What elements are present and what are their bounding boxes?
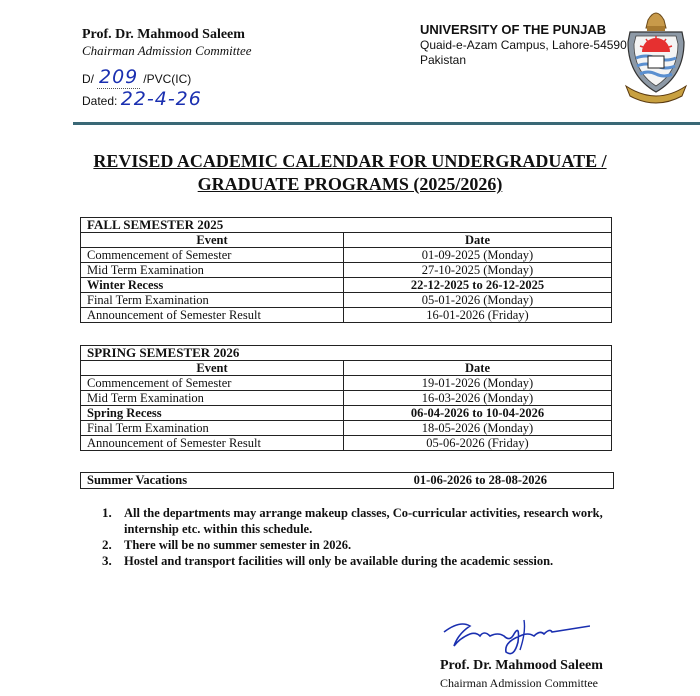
- note-item: [102, 537, 622, 553]
- event-cell: Mid Term Examination: [81, 391, 344, 406]
- sender-role: Chairman Admission Committee: [82, 43, 252, 58]
- signatory-role: Chairman Admission Committee: [440, 676, 598, 690]
- address-line-1: Quaid-e-Azam Campus, Lahore-54590: [420, 38, 627, 52]
- table-row: [81, 278, 612, 293]
- event-cell: Winter Recess: [81, 278, 344, 293]
- ref-prefix: D/: [82, 72, 94, 86]
- event-cell: Announcement of Semester Result: [81, 436, 344, 451]
- page-title: [60, 150, 640, 196]
- dated-label: Dated:: [82, 94, 118, 108]
- university-crest-icon: [622, 6, 690, 104]
- notes-list: [102, 505, 622, 569]
- summer-date: 01-06-2026 to 28-08-2026: [413, 473, 547, 487]
- table-row: [81, 391, 612, 406]
- spring-semester-heading: SPRING SEMESTER 2026: [81, 346, 612, 361]
- date-cell: 27-10-2025 (Monday): [344, 263, 612, 278]
- address-line-2: Pakistan: [420, 53, 467, 67]
- dated-value: 22-4-26: [120, 88, 202, 110]
- title-line-2: GRADUATE PROGRAMS (2025/2026): [197, 174, 503, 194]
- column-header-date: Date: [344, 361, 612, 376]
- note-item: [102, 553, 622, 569]
- event-cell: Final Term Examination: [81, 421, 344, 436]
- event-cell: Commencement of Semester: [81, 248, 344, 263]
- sender-block: [82, 26, 252, 59]
- fall-semester-table: [80, 217, 612, 323]
- note-text: Hostel and transport facilities will only be available during the academic session.: [124, 554, 554, 568]
- date-cell: 19-01-2026 (Monday): [344, 376, 612, 391]
- ref-suffix: /PVC(IC): [143, 72, 192, 86]
- table-row: [81, 421, 612, 436]
- event-cell: Spring Recess: [81, 406, 344, 421]
- table-row: [81, 376, 612, 391]
- note-text: There will be no summer semester in 2026.: [124, 538, 352, 552]
- date-cell: 16-03-2026 (Monday): [344, 391, 612, 406]
- table-row: [81, 406, 612, 421]
- header-divider: [73, 122, 700, 125]
- event-cell: Mid Term Examination: [81, 263, 344, 278]
- event-cell: Commencement of Semester: [81, 376, 344, 391]
- event-cell: Announcement of Semester Result: [81, 308, 344, 323]
- event-cell: Final Term Examination: [81, 293, 344, 308]
- university-name: UNIVERSITY OF THE PUNJAB: [420, 22, 607, 37]
- summer-label: Summer Vacations: [87, 473, 188, 487]
- table-row: [81, 293, 612, 308]
- note-text: All the departments may arrange makeup classes, Co-curricular activities, research work, internship etc. within this schedule.: [124, 506, 603, 536]
- table-row: [81, 308, 612, 323]
- note-number: 3.: [102, 553, 112, 568]
- table-row: [81, 263, 612, 278]
- note-item: [102, 505, 622, 537]
- column-header-event: Event: [81, 361, 344, 376]
- note-number: 1.: [102, 505, 112, 520]
- summer-vacations-row: [80, 472, 614, 489]
- spring-semester-table: [80, 345, 612, 451]
- fall-semester-heading: FALL SEMESTER 2025: [81, 218, 612, 233]
- table-row: [81, 248, 612, 263]
- date-cell: 22-12-2025 to 26-12-2025: [344, 278, 612, 293]
- signatory-name: Prof. Dr. Mahmood Saleem: [440, 658, 603, 673]
- column-header-event: Event: [81, 233, 344, 248]
- signature-icon: [440, 612, 590, 662]
- date-cell: 05-01-2026 (Monday): [344, 293, 612, 308]
- date-cell: 16-01-2026 (Friday): [344, 308, 612, 323]
- column-header-date: Date: [344, 233, 612, 248]
- sender-name: Prof. Dr. Mahmood Saleem: [82, 27, 245, 42]
- date-cell: 01-09-2025 (Monday): [344, 248, 612, 263]
- table-row: [81, 436, 612, 451]
- reference-block: [82, 66, 202, 110]
- ref-number: 209: [99, 66, 139, 88]
- date-cell: 05-06-2026 (Friday): [344, 436, 612, 451]
- note-number: 2.: [102, 537, 112, 552]
- university-block: [420, 22, 627, 68]
- title-line-1: REVISED ACADEMIC CALENDAR FOR UNDERGRADUATE /: [93, 151, 607, 171]
- date-cell: 06-04-2026 to 10-04-2026: [344, 406, 612, 421]
- date-cell: 18-05-2026 (Monday): [344, 421, 612, 436]
